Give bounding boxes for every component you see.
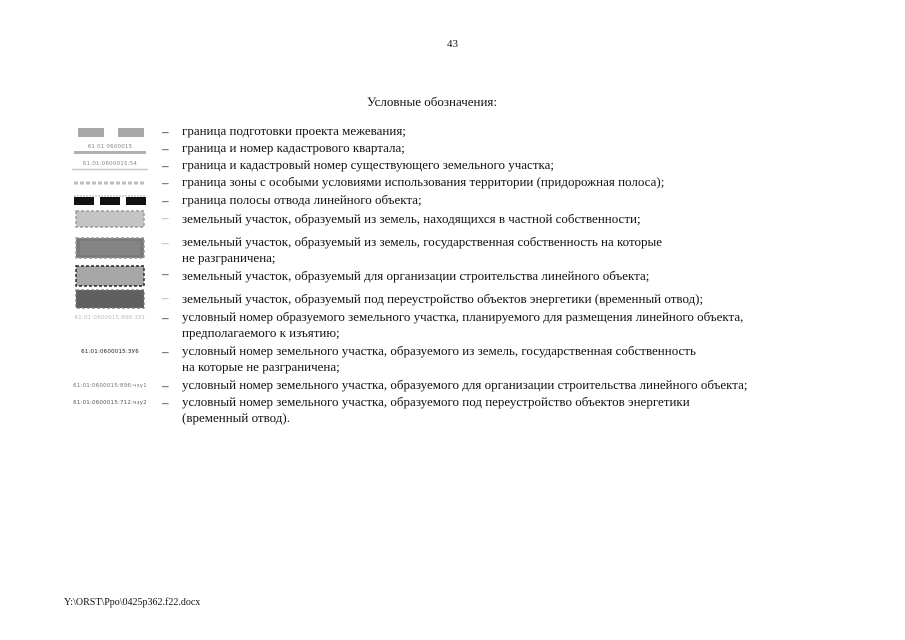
legend-item bbox=[62, 264, 862, 288]
label-seizure-symbol bbox=[68, 310, 152, 326]
legend-text: граница полосы отвода линейного объекта; bbox=[182, 192, 422, 207]
legend-dash: – bbox=[162, 266, 169, 281]
legend-text: условный номер образуемого земельного участка, планируемого для размещения линейного объекта, предполагаемого к изъятию; bbox=[182, 309, 744, 340]
label-energy-sample: 61:01:0600015:712:чзу2 bbox=[73, 400, 147, 406]
legend-item bbox=[62, 173, 862, 193]
legend-text: условный номер земельного участка, образуемого из земель, государственная собственность на которые не разграничена; bbox=[182, 343, 696, 374]
label-energy-symbol bbox=[68, 395, 152, 411]
legend-text: земельный участок, образуемый для организации строительства линейного объекта; bbox=[182, 268, 650, 283]
legend-dash: – bbox=[162, 193, 169, 208]
legend-item bbox=[62, 393, 862, 427]
legend-text: земельный участок, образуемый из земель, государственная собственность на которые не разграничена; bbox=[182, 234, 662, 265]
legend-dash: – bbox=[162, 175, 169, 190]
cadastral-quarter-sample: 61 01 0600015 bbox=[87, 143, 133, 150]
page-number: 43 bbox=[447, 38, 458, 50]
legend-item bbox=[62, 233, 862, 263]
special-zone-symbol bbox=[68, 173, 152, 193]
private-parcel-symbol bbox=[68, 208, 152, 230]
legend-dash: – bbox=[162, 158, 169, 173]
label-state-symbol bbox=[68, 344, 152, 360]
legend-text: граница зоны с особыми условиями использования территории (придорожная полоса); bbox=[182, 174, 665, 189]
legend-dash: – bbox=[162, 395, 169, 410]
legend-title: Условные обозначения: bbox=[366, 94, 498, 109]
legend-dash: – bbox=[162, 141, 169, 156]
label-state-sample: 61:01:0600015:ЗУ6 bbox=[81, 349, 139, 355]
legend-item bbox=[62, 308, 862, 342]
label-seizure-sample: 61:01:0600015:896:3У1 bbox=[74, 315, 146, 321]
state-parcel-symbol bbox=[68, 235, 152, 261]
legend-dash: – bbox=[162, 290, 169, 305]
energy-parcel-symbol bbox=[68, 288, 152, 310]
legend-text: условный номер земельного участка, образуемого под переустройство объектов энергетики (временный отвод). bbox=[182, 394, 690, 425]
label-construction-sample: 61:01:0600015:896:чзу1 bbox=[73, 383, 147, 389]
legend-dash: – bbox=[162, 378, 169, 393]
construction-parcel-symbol bbox=[68, 264, 152, 288]
legend-item bbox=[62, 208, 862, 230]
label-construction-symbol bbox=[68, 378, 152, 394]
legend-text: условный номер земельного участка, образуемого для организации строительства линейного объекта; bbox=[182, 377, 748, 392]
legend-dash: – bbox=[162, 344, 169, 359]
legend-item bbox=[62, 288, 862, 310]
legend-text: граница и кадастровый номер существующего земельного участка; bbox=[182, 157, 555, 172]
legend-dash: – bbox=[162, 124, 169, 139]
legend-dash: – bbox=[162, 210, 169, 225]
legend-item bbox=[62, 342, 862, 376]
legend-text: граница подготовки проекта межевания; bbox=[182, 123, 406, 138]
legend-text: земельный участок, образуемый под переустройство объектов энергетики (временный отвод); bbox=[182, 291, 704, 306]
legend-text: граница и номер кадастрового квартала; bbox=[182, 140, 405, 155]
file-path-footer: Y:\ORST\Ppo\0425p362.f22.docx bbox=[64, 597, 201, 608]
existing-parcel-sample: 61:01:0600015:54 bbox=[82, 161, 138, 167]
legend-dash: – bbox=[162, 235, 169, 250]
legend-text: земельный участок, образуемый из земель, находящихся в частной собственности; bbox=[182, 211, 641, 226]
legend-dash: – bbox=[162, 310, 169, 325]
